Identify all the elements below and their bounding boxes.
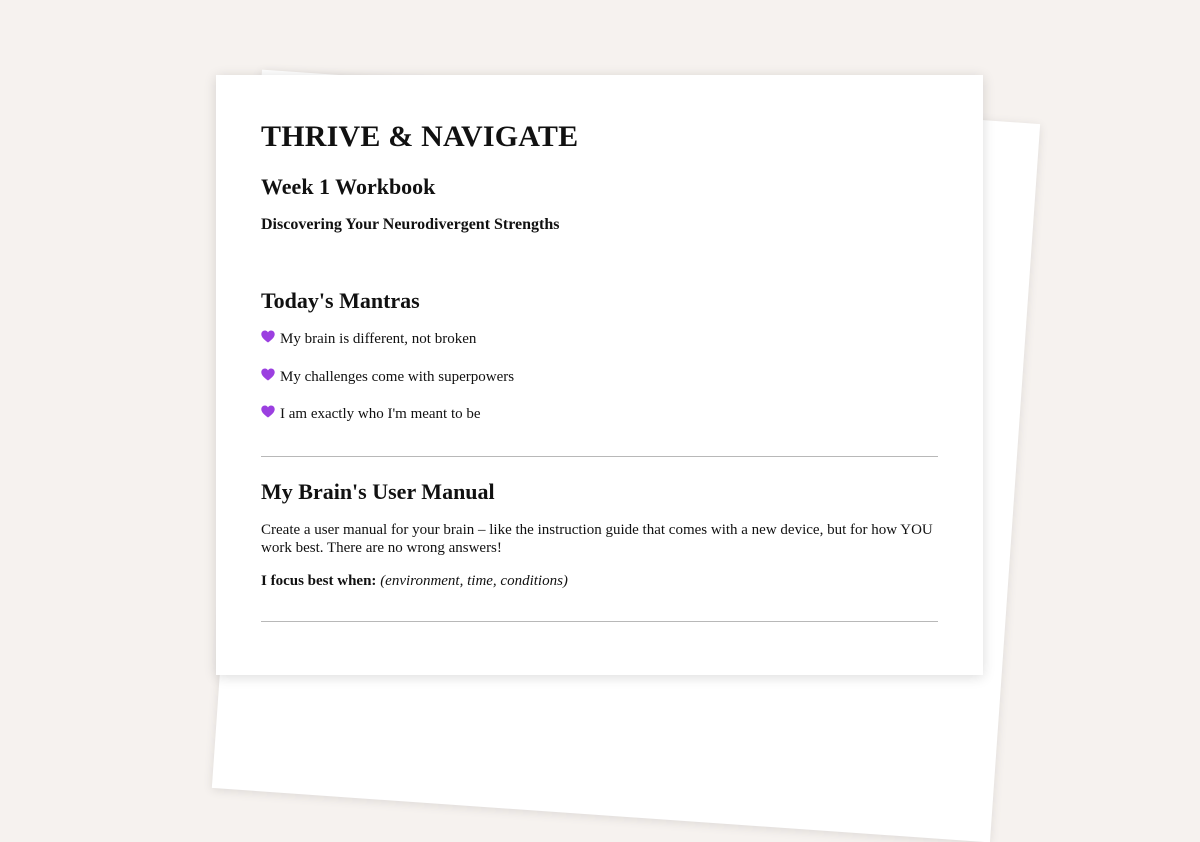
mantras-heading: Today's Mantras (261, 288, 420, 313)
workbook-title: THRIVE & NAVIGATE (261, 120, 579, 153)
focus-prompt-hint: (environment, time, conditions) (380, 573, 568, 589)
workbook-tagline: Discovering Your Neurodivergent Strengths (261, 216, 560, 233)
user-manual-heading: My Brain's User Manual (261, 479, 495, 504)
workbook-page (216, 75, 983, 675)
focus-prompt (261, 573, 568, 590)
workbook-subtitle: Week 1 Workbook (261, 174, 436, 199)
mantra-text: My brain is different, not broken (280, 331, 477, 347)
mantra-text: I am exactly who I'm meant to be (280, 406, 481, 422)
section-divider (261, 456, 938, 457)
user-manual-intro: Create a user manual for your brain – like the instruction guide that comes with a new device, but for how YOU work best. There are no wrong answers! (261, 522, 933, 556)
purple-heart-icon (261, 330, 275, 343)
mantra-item (261, 406, 481, 423)
mantra-text: My challenges come with superpowers (280, 369, 515, 385)
focus-prompt-label: I focus best when: (261, 573, 377, 589)
section-divider (261, 621, 938, 622)
mantra-item (261, 369, 514, 386)
purple-heart-icon (261, 405, 275, 418)
mantra-item (261, 331, 476, 348)
purple-heart-icon (261, 368, 275, 381)
